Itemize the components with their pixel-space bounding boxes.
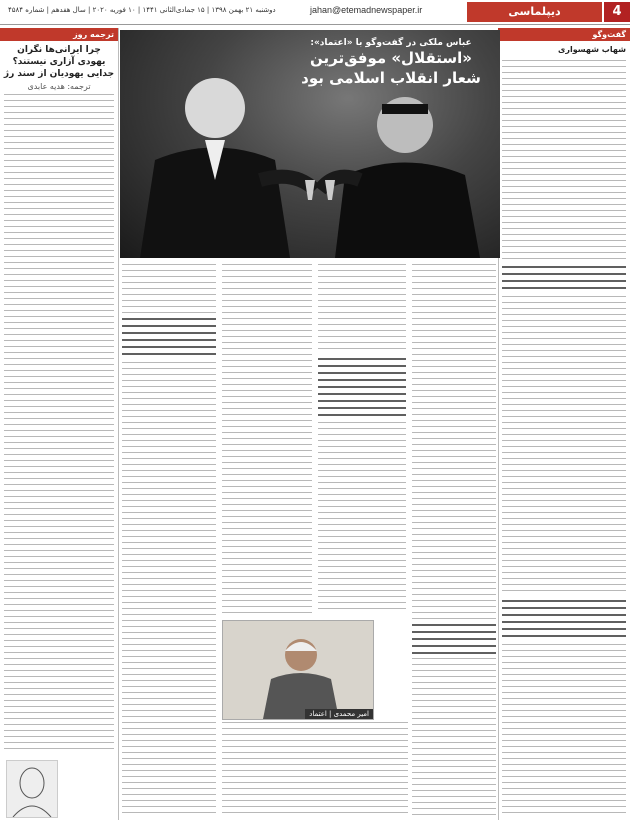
right-column-text	[502, 60, 626, 260]
right-column-question	[502, 266, 626, 292]
bullet-list	[222, 722, 408, 816]
article-col-2-pullquote	[318, 358, 406, 418]
article-col-2-b	[318, 422, 406, 612]
article-col-1-b	[412, 658, 496, 816]
page-number: 4	[604, 2, 630, 22]
headline-main: «استقلال» موفق‌ترین شعار انقلاب اسلامی بود	[301, 49, 481, 87]
section-label: دیپلماسی	[467, 2, 602, 22]
translation-tag: ترجمه روز	[0, 28, 118, 41]
portrait-sketch-image	[6, 760, 58, 818]
interview-kicker: گفت‌وگو	[498, 28, 630, 41]
left-column-text	[4, 94, 114, 754]
photo-credit: امیر محمدی | اعتماد	[305, 709, 373, 719]
article-col-1-question	[412, 624, 496, 654]
lead-photo	[120, 30, 500, 258]
article-col-2	[318, 264, 406, 354]
headline-kicker: عباس ملکی در گفت‌وگو با «اعتماد»:	[310, 38, 472, 48]
lead-headline	[296, 38, 486, 88]
article-col-4-pullquote	[122, 318, 216, 358]
left-column	[0, 28, 119, 820]
article-col-4	[122, 264, 216, 314]
dateline: دوشنبه ۲۱ بهمن ۱۳۹۸ | ۱۵ جمادی‌الثانی ۱۴۴۱ | ۱۰ فوریه ۲۰۲۰ | سال هفدهم | شماره ۴۵۸۴	[8, 6, 276, 14]
right-column-text-3	[502, 644, 626, 814]
page-header	[0, 0, 630, 25]
right-column	[498, 28, 630, 820]
interviewee-photo	[222, 620, 374, 720]
article-col-1	[412, 264, 496, 620]
right-column-question-2	[502, 600, 626, 640]
translator-name: ترجمه: هدیه عابدی	[27, 82, 91, 91]
author-name: شهاب شهسواری	[558, 45, 626, 54]
translated-article-title: چرا ایرانی‌ها نگران یهودی آزاری نیستند؟ جدایی یهودیان از سند رژ	[3, 45, 115, 79]
article-col-4-b	[122, 362, 216, 816]
right-column-text-2	[502, 296, 626, 596]
website-email: jahan@etemadnewspaper.ir	[310, 5, 423, 15]
article-col-3	[222, 264, 312, 614]
